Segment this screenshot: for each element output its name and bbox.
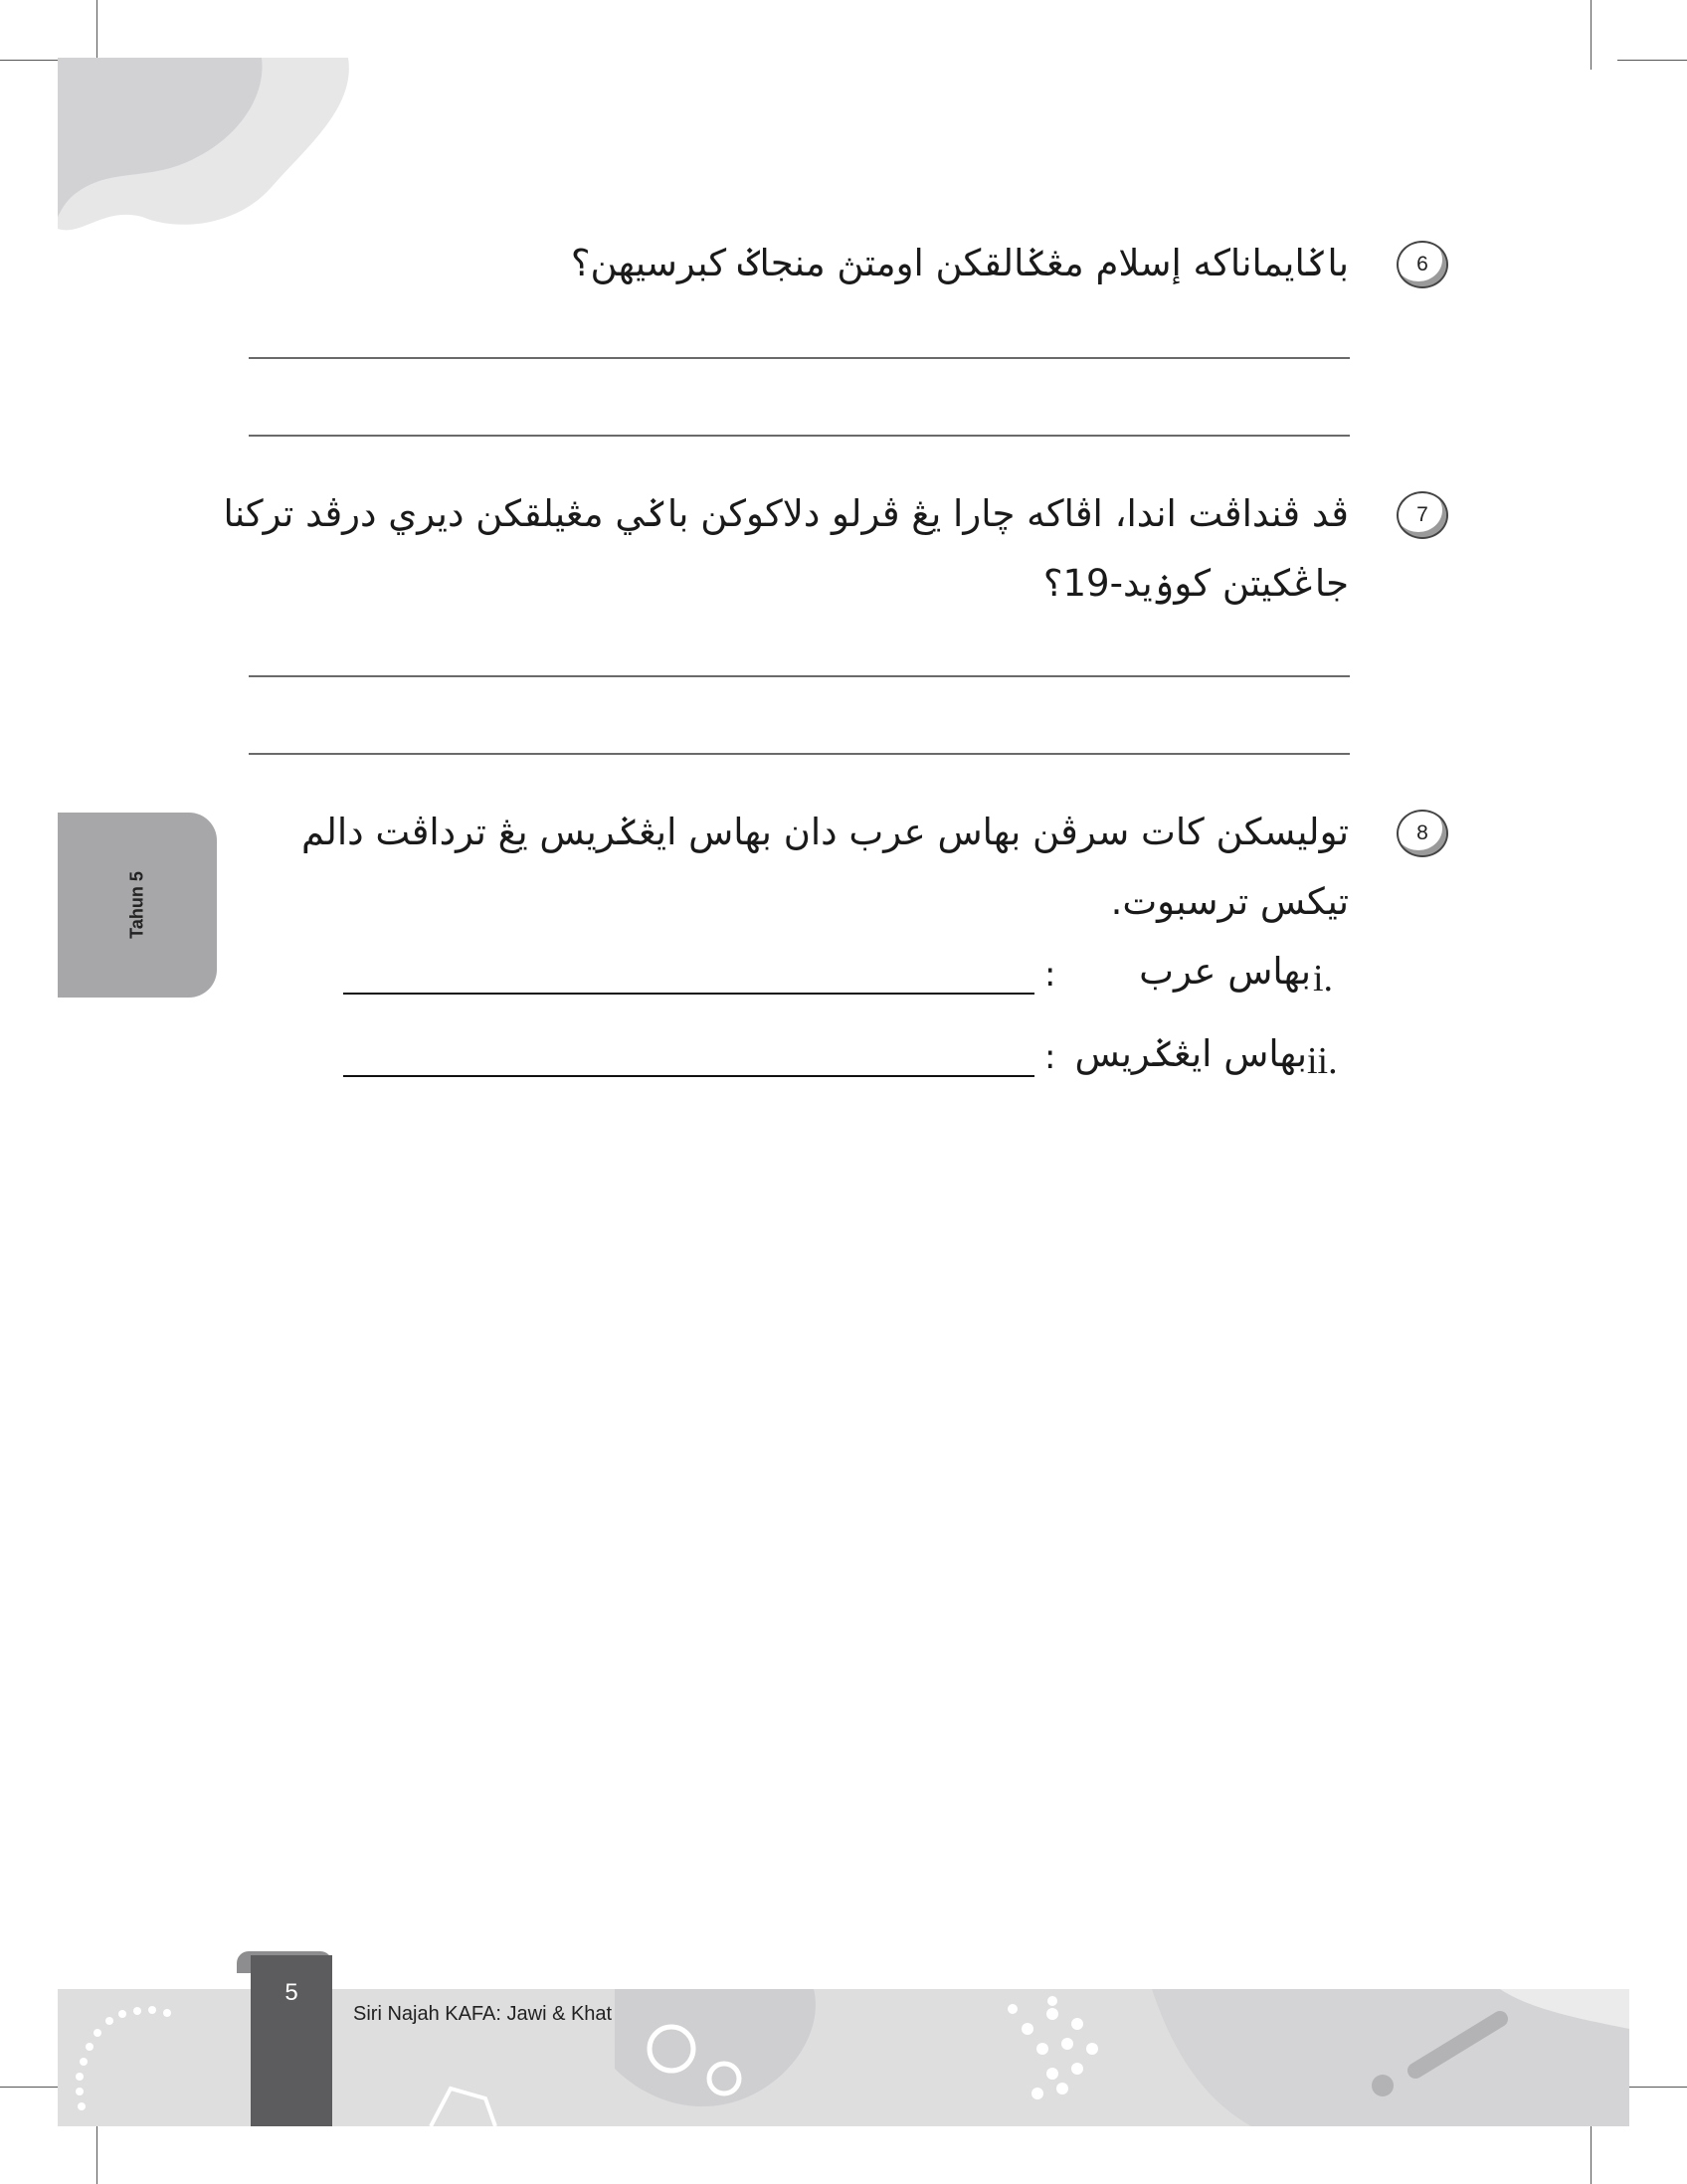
answer-line[interactable]	[249, 435, 1350, 437]
sub-answer-label: بهاس ايڠݢريس	[1074, 1032, 1307, 1075]
question-text-6	[571, 229, 1349, 298]
answer-line[interactable]	[249, 675, 1350, 677]
answer-line[interactable]	[249, 753, 1350, 755]
sub-answer-marker: i.	[1313, 958, 1334, 1000]
question-7-line-2: جاڠکيتن کوۏيد-19؟	[1042, 562, 1349, 605]
side-tab	[58, 813, 217, 998]
question-8-line-2: تيکس ترسبوت.	[1110, 880, 1349, 923]
sub-answer-label: بهاس عرب	[1139, 950, 1311, 993]
crop-mark	[1591, 0, 1592, 70]
question-text-7	[224, 479, 1349, 619]
sub-answer-marker: ii.	[1307, 1040, 1338, 1082]
question-number-8: 8	[1397, 810, 1448, 857]
question-8-line-1: توليسکن کات سرڤن بهاس عرب دان بهاس ايڠݢريس يڠ ترداڤت دالم	[300, 811, 1349, 853]
question-6-line-1: باݢايماناکه إسلام مڠݢالقکن اومتڽ منجاݢ کبرسيهن؟	[570, 242, 1349, 284]
side-tab-label: Tahun 5	[126, 871, 147, 939]
sub-answer-colon: :	[1044, 1037, 1056, 1077]
question-number-7: 7	[1397, 491, 1448, 539]
crop-mark	[1617, 60, 1687, 61]
answer-line[interactable]	[249, 357, 1350, 359]
page-number: 5	[284, 1979, 298, 2006]
answer-line[interactable]	[343, 993, 1034, 995]
answer-line[interactable]	[343, 1075, 1034, 1077]
question-7-line-1: ڤد ڤنداڤت اندا، اڤاکه چارا يڠ ڤرلو دلاکوکن باݢي مڠيلقکن ديري درڤد ترکنا	[223, 492, 1349, 535]
series-title: Siri Najah KAFA: Jawi & Khat	[353, 2003, 613, 2025]
question-text-8	[301, 798, 1349, 937]
decorative-blob	[58, 58, 356, 247]
sub-answer-colon: :	[1044, 955, 1056, 995]
question-number-6: 6	[1397, 241, 1448, 288]
